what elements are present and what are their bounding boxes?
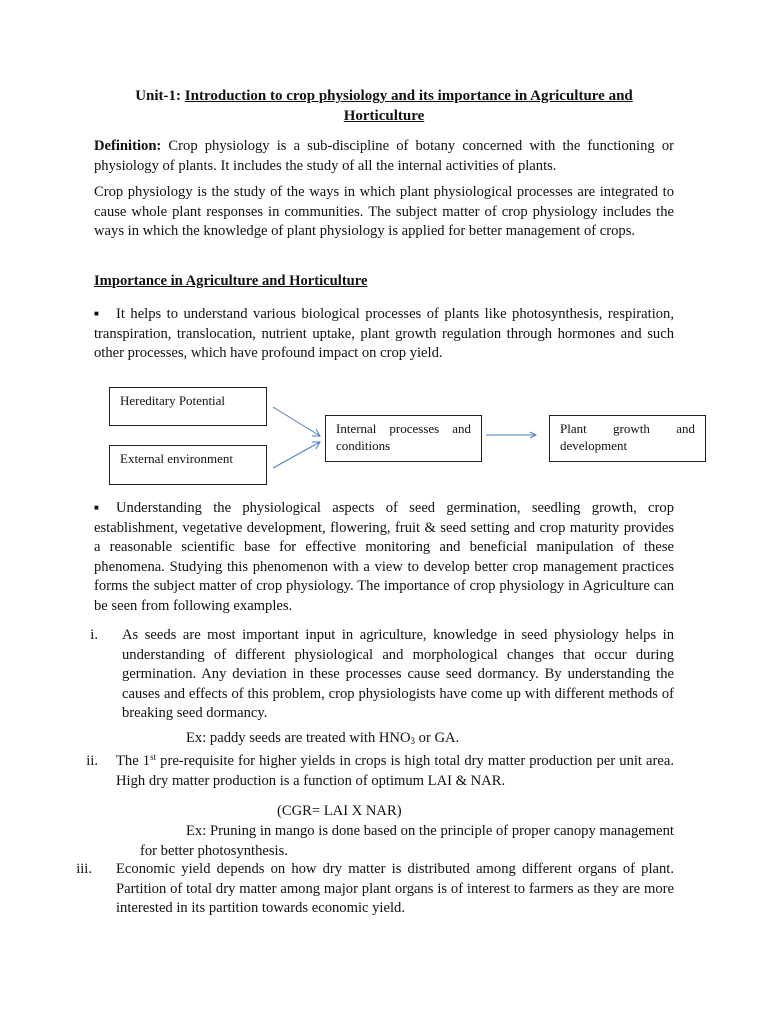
list-ii-superscript: st (150, 752, 157, 762)
list-ii-text-start: The 1 (116, 753, 151, 769)
arrow-hereditary (273, 407, 320, 436)
list-number-i: i. (90, 627, 98, 643)
list-item-ii-example: Ex: Pruning in mango is done based on the principle of proper canopy management for better photosynthesis. (140, 823, 674, 859)
box-hereditary-potential: Hereditary Potential (109, 387, 267, 426)
importance-heading: Importance in Agriculture and Horticulture (94, 273, 368, 289)
list-ii-text-end: pre-requisite for higher yields in crops is high total dry matter production per unit area. High dry matter production is a function of optimum LAI & NAR. (116, 753, 674, 789)
title-heading-line2: Horticulture (343, 108, 425, 124)
bullet-square-icon: ■ (94, 503, 99, 512)
box-plant-growth: Plant growth and development (549, 415, 706, 462)
list-item-i-example (186, 729, 666, 749)
unit-label: Unit-1: (135, 88, 182, 104)
list-item-iii-text: Economic yield depends on how dry matter is distributed among different organs of plant. Partition of total dry matter among major plant organs is of interest to farmers as they are more interested in its partition towards economic yield. (116, 861, 674, 916)
title-heading-line1: Introduction to crop physiology and its importance in Agriculture and (184, 88, 633, 104)
bullet-1-text: It helps to understand various biological processes of plants like photosynthesis, respiration, transpiration, translocation, nutrient uptake, plant growth regulation through hormones and such other processes, which have profound impact on crop yield. (94, 306, 674, 361)
box-internal-processes: Internal processes and conditions (325, 415, 482, 462)
definition-label: Definition: (94, 138, 162, 154)
example-i-text-end: or GA. (415, 730, 460, 746)
definition-text: Crop physiology is a sub-discipline of botany concerned with the functioning or physiology of plants. It includes the study of all the internal activities of plants. (94, 138, 674, 174)
bullet-2-text: Understanding the physiological aspects of seed germination, seedling growth, crop establishment, vegetative development, flowering, fruit & seed setting and crop maturity provides a reasonable scientific base for effective monitoring and beneficial manipulation of these phenomena. Studying this phenomenon with a view to develop better crop management practices forms the subject matter of crop physiology. The importance of crop physiology in Agriculture can be seen from following examples. (94, 500, 674, 614)
bullet-square-icon: ■ (94, 309, 99, 318)
list-item-ii-text (116, 752, 674, 791)
arrow-environment (273, 442, 320, 468)
list-item-i-text: As seeds are most important input in agriculture, knowledge in seed physiology helps in understanding of different physiological and morphological changes that occur during germination. Any deviation in these processes cause seed dormancy. By understanding the causes and effects of this problem, crop physiologists have come up with different methods of breaking seed dormancy. (122, 627, 674, 721)
example-i-text: Ex: paddy seeds are treated with HNO (186, 730, 411, 746)
crop-physiology-paragraph: Crop physiology is the study of the ways in which plant physiological processes are integrated to cause whole plant responses in communities. The subject matter of crop physiology includes the ways in which the knowledge of plant physiology is applied for better management of crops. (94, 184, 674, 239)
list-number-iii: iii. (76, 861, 92, 877)
bullet-paragraph-2 (94, 498, 674, 616)
box-external-environment: External environment (109, 445, 267, 485)
example-i-subscript: 3 (410, 736, 416, 746)
list-number-ii: ii. (86, 753, 98, 769)
cgr-formula: (CGR= LAI X NAR) (277, 803, 402, 819)
